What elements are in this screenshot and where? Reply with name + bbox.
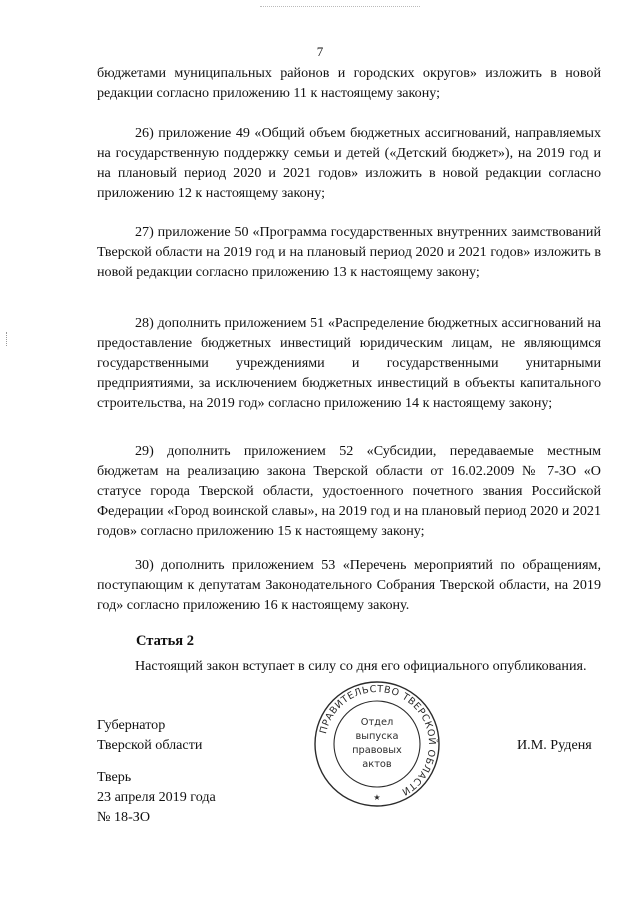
scan-artifact bbox=[6, 332, 9, 346]
paragraph-item-26: 26) приложение 49 «Общий объем бюджетных ассигнований, направляемых на государственную поддержку семьи и детей («Детский бюджет»), на 2019 год и на плановый период 2020 и 2021 годов» изложить в новой редакции согласно приложению 12 к настоящему закону; bbox=[97, 125, 601, 201]
signatory-position-line1: Губернатор bbox=[97, 717, 166, 733]
signatory-position bbox=[97, 715, 202, 755]
stamp-line1: Отдел bbox=[360, 717, 394, 728]
paragraph-item-28: 28) дополнить приложением 51 «Распределение бюджетных ассигнований на предоставление бюджетных инвестиций юридическим лицам, не являющимся государственными учреждениями и государственными унитарными предприятиями, за исключением бюджетных инвестиций в объекты капитального строительства, на 2019 год» согласно приложению 14 к настоящему закону; bbox=[97, 315, 601, 411]
article-heading: Статья 2 bbox=[136, 633, 194, 649]
star-icon: ★ bbox=[373, 793, 381, 802]
official-stamp bbox=[312, 679, 442, 809]
scan-artifact bbox=[260, 6, 420, 11]
stamp-ring-text: ПРАВИТЕЛЬСТВО ТВЕРСКОЙ ОБЛАСТИ bbox=[318, 683, 438, 798]
document-footer bbox=[97, 767, 216, 827]
stamp-inner-ring bbox=[334, 701, 420, 787]
signatory-position-line2: Тверской области bbox=[97, 737, 203, 753]
paragraph-item-29: 29) дополнить приложением 52 «Субсидии, передаваемые местным бюджетам на реализацию закона Тверской области от 16.02.2009 № 7-ЗО «О статусе города Тверской области, удостоенного почетного звания Российской Федерации «Город воинской славы», на 2019 год и на плановый период 2020 и 2021 годов» согласно приложению 15 к настоящему закону; bbox=[97, 443, 601, 539]
footer-city: Тверь bbox=[97, 769, 132, 785]
stamp-line3: правовых bbox=[352, 745, 402, 756]
signatory-name: И.М. Руденя bbox=[517, 737, 592, 753]
paragraph-continuation: бюджетами муниципальных районов и городских округов» изложить в новой редакции согласно приложению 11 к настоящему закону; bbox=[97, 65, 601, 101]
footer-date: 23 апреля 2019 года bbox=[97, 789, 216, 805]
paragraph-item-27: 27) приложение 50 «Программа государственных внутренних заимствований Тверской области на 2019 год и на плановый период 2020 и 2021 годов» изложить в новой редакции согласно приложению 13 к настоящему закону; bbox=[97, 224, 601, 280]
article-text: Настоящий закон вступает в силу со дня его официального опубликования. bbox=[135, 658, 587, 674]
stamp-line4: актов bbox=[362, 759, 392, 770]
footer-number: № 18-ЗО bbox=[97, 809, 150, 825]
stamp-line2: выпуска bbox=[355, 731, 399, 742]
paragraph-item-30: 30) дополнить приложением 53 «Перечень мероприятий по обращениям, поступающим к депутатам Законодательного Собрания Тверской области, на 2019 год» согласно приложению 16 к настоящему закону. bbox=[97, 557, 601, 613]
page-number: 7 bbox=[316, 44, 324, 59]
